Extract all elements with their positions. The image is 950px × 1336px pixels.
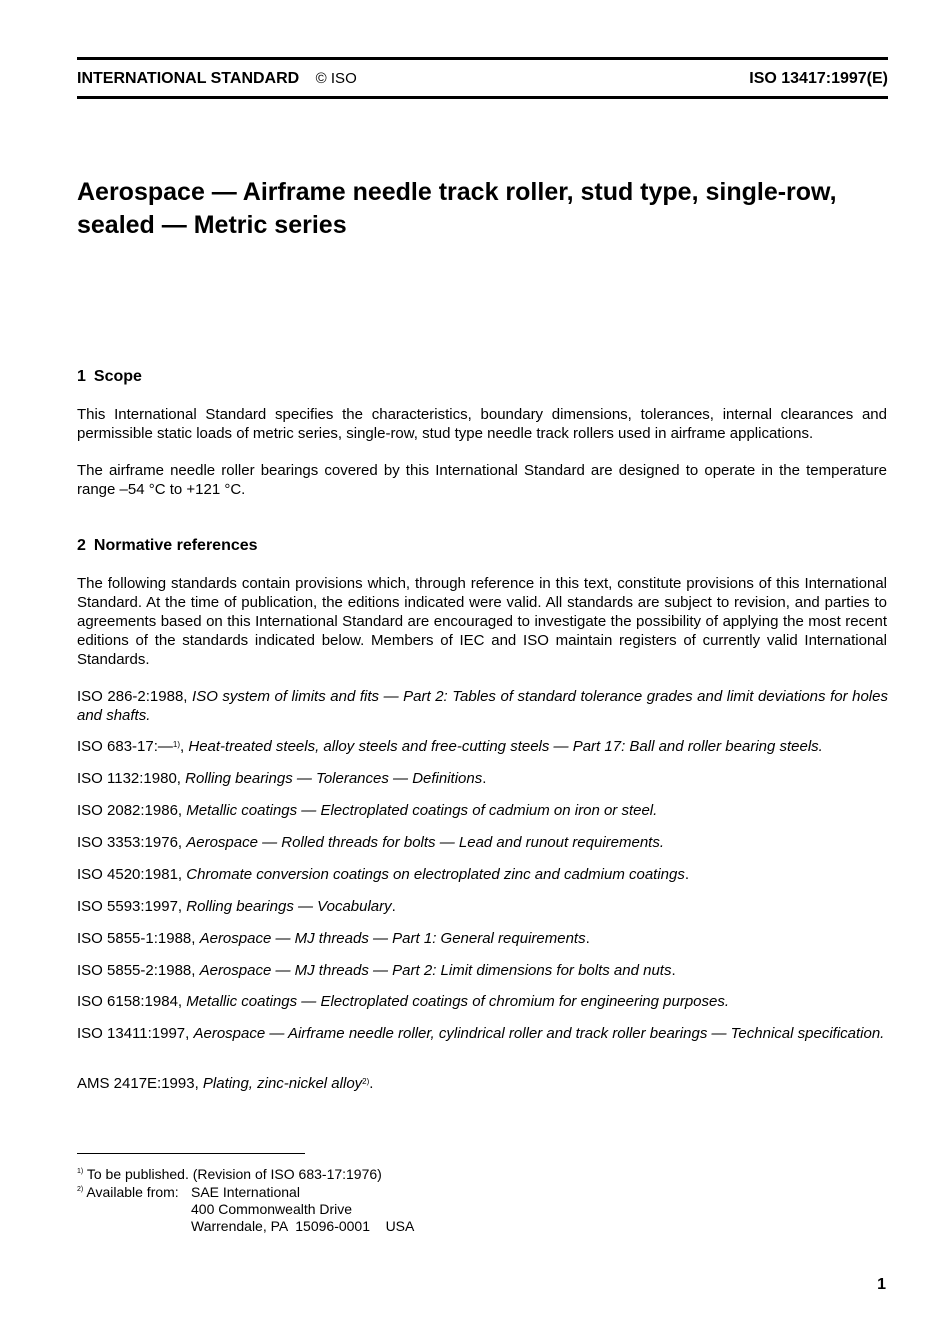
reference-code: AMS 2417E:1993, [77,1075,203,1092]
reference-title: Aerospace — MJ threads — Part 1: General requirements [199,930,586,947]
reference-code: ISO 5855-1:1988, [77,930,200,947]
section-title: Scope [93,368,142,385]
standard-label: INTERNATIONAL STANDARD [77,70,300,87]
reference-code: ISO 1132:1980, [77,770,186,787]
reference-iso-2082 [77,801,888,820]
document-number: ISO 13417:1997(E) [749,70,888,87]
reference-code: ISO 3353:1976, [77,834,187,851]
reference-code: ISO 4520:1981, [77,866,187,883]
reference-iso-13411 [77,1024,888,1043]
reference-title: Metallic coatings — Electroplated coatings of chromium for engineering purposes. [186,993,730,1010]
section-heading-normative-references [77,536,258,556]
reference-end: . [671,962,676,979]
running-header [77,68,888,90]
reference-iso-5855-2 [77,961,888,980]
footnote-text: To be published. (Revision of ISO 683-17:1976) [86,1166,382,1182]
footnote-2 [77,1183,179,1201]
reference-ams-2417e [77,1074,888,1093]
title-line-2: sealed — Metric series [77,211,347,239]
address-line-1: SAE International [191,1184,300,1200]
reference-title: Plating, zinc-nickel alloy [202,1075,363,1092]
header-rule-bottom [77,96,888,99]
footnote-marker: 2) [362,1077,370,1086]
reference-iso-5855-1 [77,929,888,948]
reference-title: Aerospace — Airframe needle roller, cylindrical roller and track roller bearings — Technical specification. [193,1025,885,1042]
reference-title: Metallic coatings — Electroplated coatings of cadmium on iron or steel. [186,802,658,819]
reference-code: ISO 5855-2:1988, [77,962,200,979]
section-title: Normative references [93,537,258,554]
reference-iso-4520 [77,865,888,884]
page-number: 1 [877,1276,886,1293]
reference-end: . [369,1075,374,1092]
reference-code: ISO 683-17:— [77,738,173,755]
reference-end: . [391,898,396,915]
footnote-marker: 2) [77,1186,84,1193]
footnote-1 [77,1165,382,1183]
reference-iso-1132 [77,769,888,788]
reference-end: . [684,866,690,883]
footnote-separator [77,1153,305,1154]
scope-paragraph-1: This International Standard specifies the characteristics, boundary dimensions, tolerances, internal clearances and permissible static loads of metric series, single-row, stud type needle track rollers used in airframe applications. [77,406,887,442]
reference-title: Chromate conversion coatings on electroplated zinc and cadmium coatings [186,866,685,883]
reference-separator: , [180,738,189,755]
reference-iso-5593 [77,897,888,916]
reference-title: Aerospace — Rolled threads for bolts — Lead and runout requirements. [186,834,665,851]
reference-code: ISO 5593:1997, [77,898,187,915]
section-number: 1 [77,368,86,385]
reference-iso-3353 [77,833,888,852]
reference-code: ISO 6158:1984, [77,993,187,1010]
reference-end: . [482,770,487,787]
section-number: 2 [77,537,86,554]
section-heading-scope [77,367,142,387]
reference-end: . [585,930,590,947]
reference-title: Rolling bearings — Tolerances — Definitions [185,770,483,787]
reference-title: Heat-treated steels, alloy steels and free-cutting steels — Part 17: Ball and roller bearing steels. [188,738,823,755]
reference-iso-683-17 [77,737,888,756]
title-line-1: Aerospace — Airframe needle track roller, stud type, single-row, [77,178,837,206]
footnote-text: Available from: [86,1184,179,1200]
address-line-2: 400 Commonwealth Drive [191,1201,353,1217]
reference-code: ISO 2082:1986, [77,802,187,819]
reference-iso-6158 [77,992,888,1011]
footnote-marker: 1) [172,740,181,749]
reference-title: Aerospace — MJ threads — Part 2: Limit dimensions for bolts and nuts [199,962,672,979]
normative-intro-paragraph: The following standards contain provisions which, through reference in this text, constitute provisions of this International Standard. At the time of publication, the editions indicated were valid. All standards are subject to revision, and parties to agreements based on this International Standard are encouraged to investigate the possibility of applying the most recent editions of the standards indicated below. Members of IEC and ISO maintain registers of currently valid International Standards. [77,575,887,668]
footnote-marker: 1) [77,1168,84,1175]
reference-title: Rolling bearings — Vocabulary [186,898,392,915]
copyright-notice: © ISO [315,70,357,87]
reference-iso-286-2 [77,687,888,725]
address-line-3: Warrendale, PA 15096-0001 USA [191,1218,415,1234]
reference-code: ISO 13411:1997, [77,1025,194,1042]
document-title [77,176,888,242]
reference-code: ISO 286-2:1988, [77,688,193,705]
reference-title: ISO system of limits and fits — Part 2: Tables of standard tolerance grades and limit deviations for holes and shafts. [77,688,888,724]
scope-paragraph-2: The airframe needle roller bearings covered by this International Standard are designed to operate in the temperature range –54 °C to +121 °C. [77,462,887,498]
header-rule-top [77,57,888,60]
